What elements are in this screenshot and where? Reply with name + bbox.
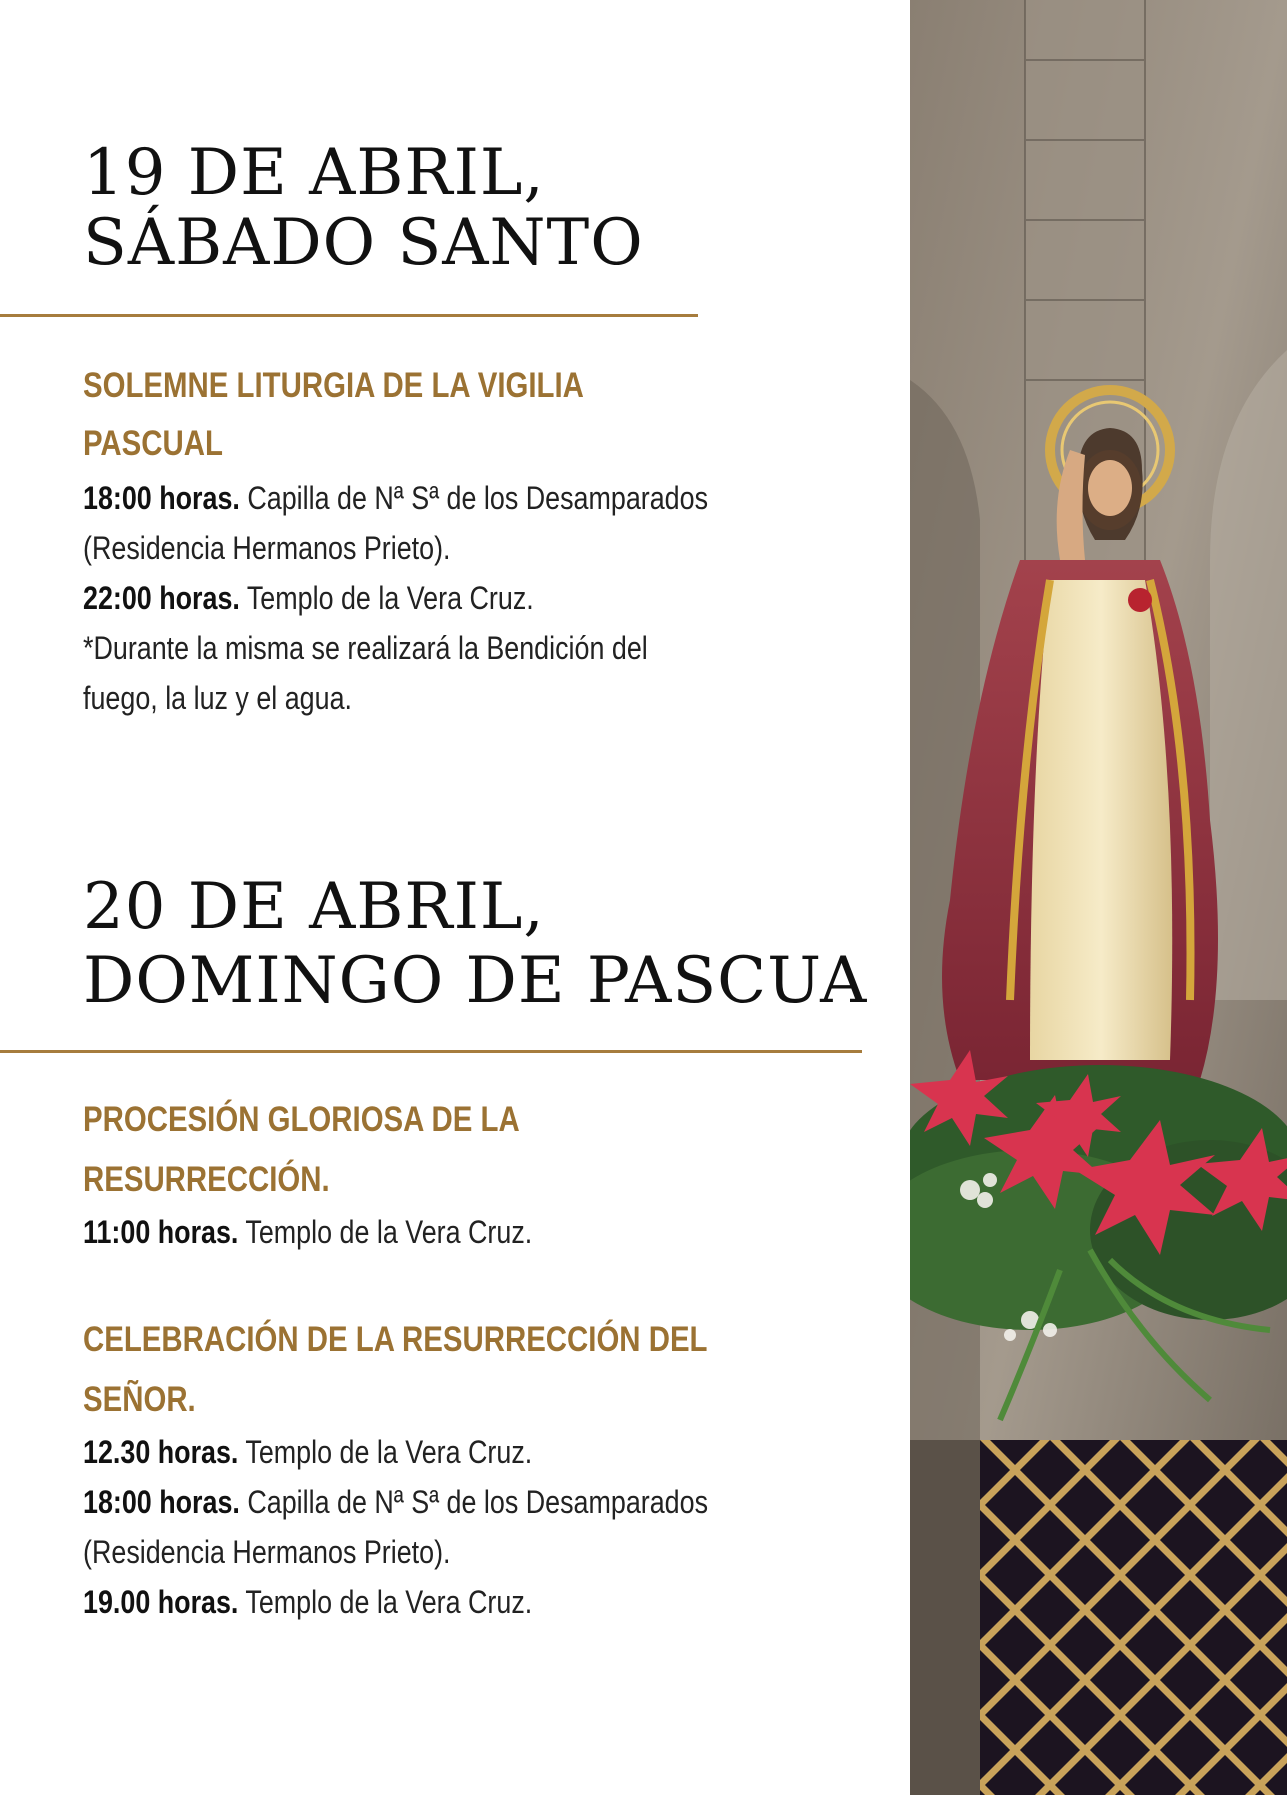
day2-title-line2: DOMINGO DE PASCUA [83, 944, 868, 1018]
schedule-line [83, 1432, 532, 1472]
schedule-place: (Residencia Hermanos Prieto). [83, 530, 451, 566]
day1-event1-heading-line1: SOLEMNE LITURGIA DE LA VIGILIA [83, 366, 584, 405]
day1-divider [0, 314, 698, 317]
day1-title-line2: SÁBADO SANTO [83, 206, 644, 280]
schedule-time: 19.00 horas. [83, 1584, 239, 1620]
day1-title-line1: 19 DE ABRIL, [83, 136, 545, 210]
day2-divider [0, 1050, 862, 1053]
schedule-line [83, 1582, 532, 1622]
day1-event1-heading-line2: PASCUAL [83, 424, 223, 463]
schedule-time: 18:00 horas. [83, 1484, 240, 1520]
day2-event1-heading-line1: PROCESIÓN GLORIOSA DE LA [83, 1100, 520, 1139]
schedule-time: 18:00 horas. [83, 480, 240, 516]
day2-title-line1: 20 DE ABRIL, [83, 870, 545, 944]
schedule-place: Capilla de Nª Sª de los Desamparados [239, 480, 709, 516]
schedule-place: fuego, la luz y el agua. [83, 680, 352, 716]
schedule-line [83, 578, 534, 618]
schedule-line [83, 1482, 708, 1522]
day2-event2-heading-line2: SEÑOR. [83, 1380, 196, 1419]
schedule-place: Templo de la Vera Cruz. [238, 1434, 533, 1470]
schedule-place: Templo de la Vera Cruz. [238, 1584, 533, 1620]
schedule-line [83, 528, 451, 568]
schedule-line [83, 1532, 451, 1572]
day2-event1-heading-line2: RESURRECCIÓN. [83, 1160, 330, 1199]
schedule-place: Templo de la Vera Cruz. [238, 1214, 533, 1250]
schedule-time: 12.30 horas. [83, 1434, 239, 1470]
schedule-place: (Residencia Hermanos Prieto). [83, 1534, 451, 1570]
schedule-time: 11:00 horas. [83, 1214, 239, 1250]
schedule-line [83, 1212, 532, 1252]
schedule-place: Templo de la Vera Cruz. [239, 580, 534, 616]
day2-event2-heading-line1: CELEBRACIÓN DE LA RESURRECCIÓN DEL [83, 1320, 708, 1359]
schedule-note [83, 628, 648, 668]
schedule-time: 22:00 horas. [83, 580, 240, 616]
schedule-line [83, 478, 708, 518]
sacred-heart-statue-image [910, 0, 1287, 1795]
schedule-note [83, 678, 352, 718]
schedule-place: *Durante la misma se realizará la Bendición del [83, 630, 648, 666]
schedule-place: Capilla de Nª Sª de los Desamparados [239, 1484, 709, 1520]
